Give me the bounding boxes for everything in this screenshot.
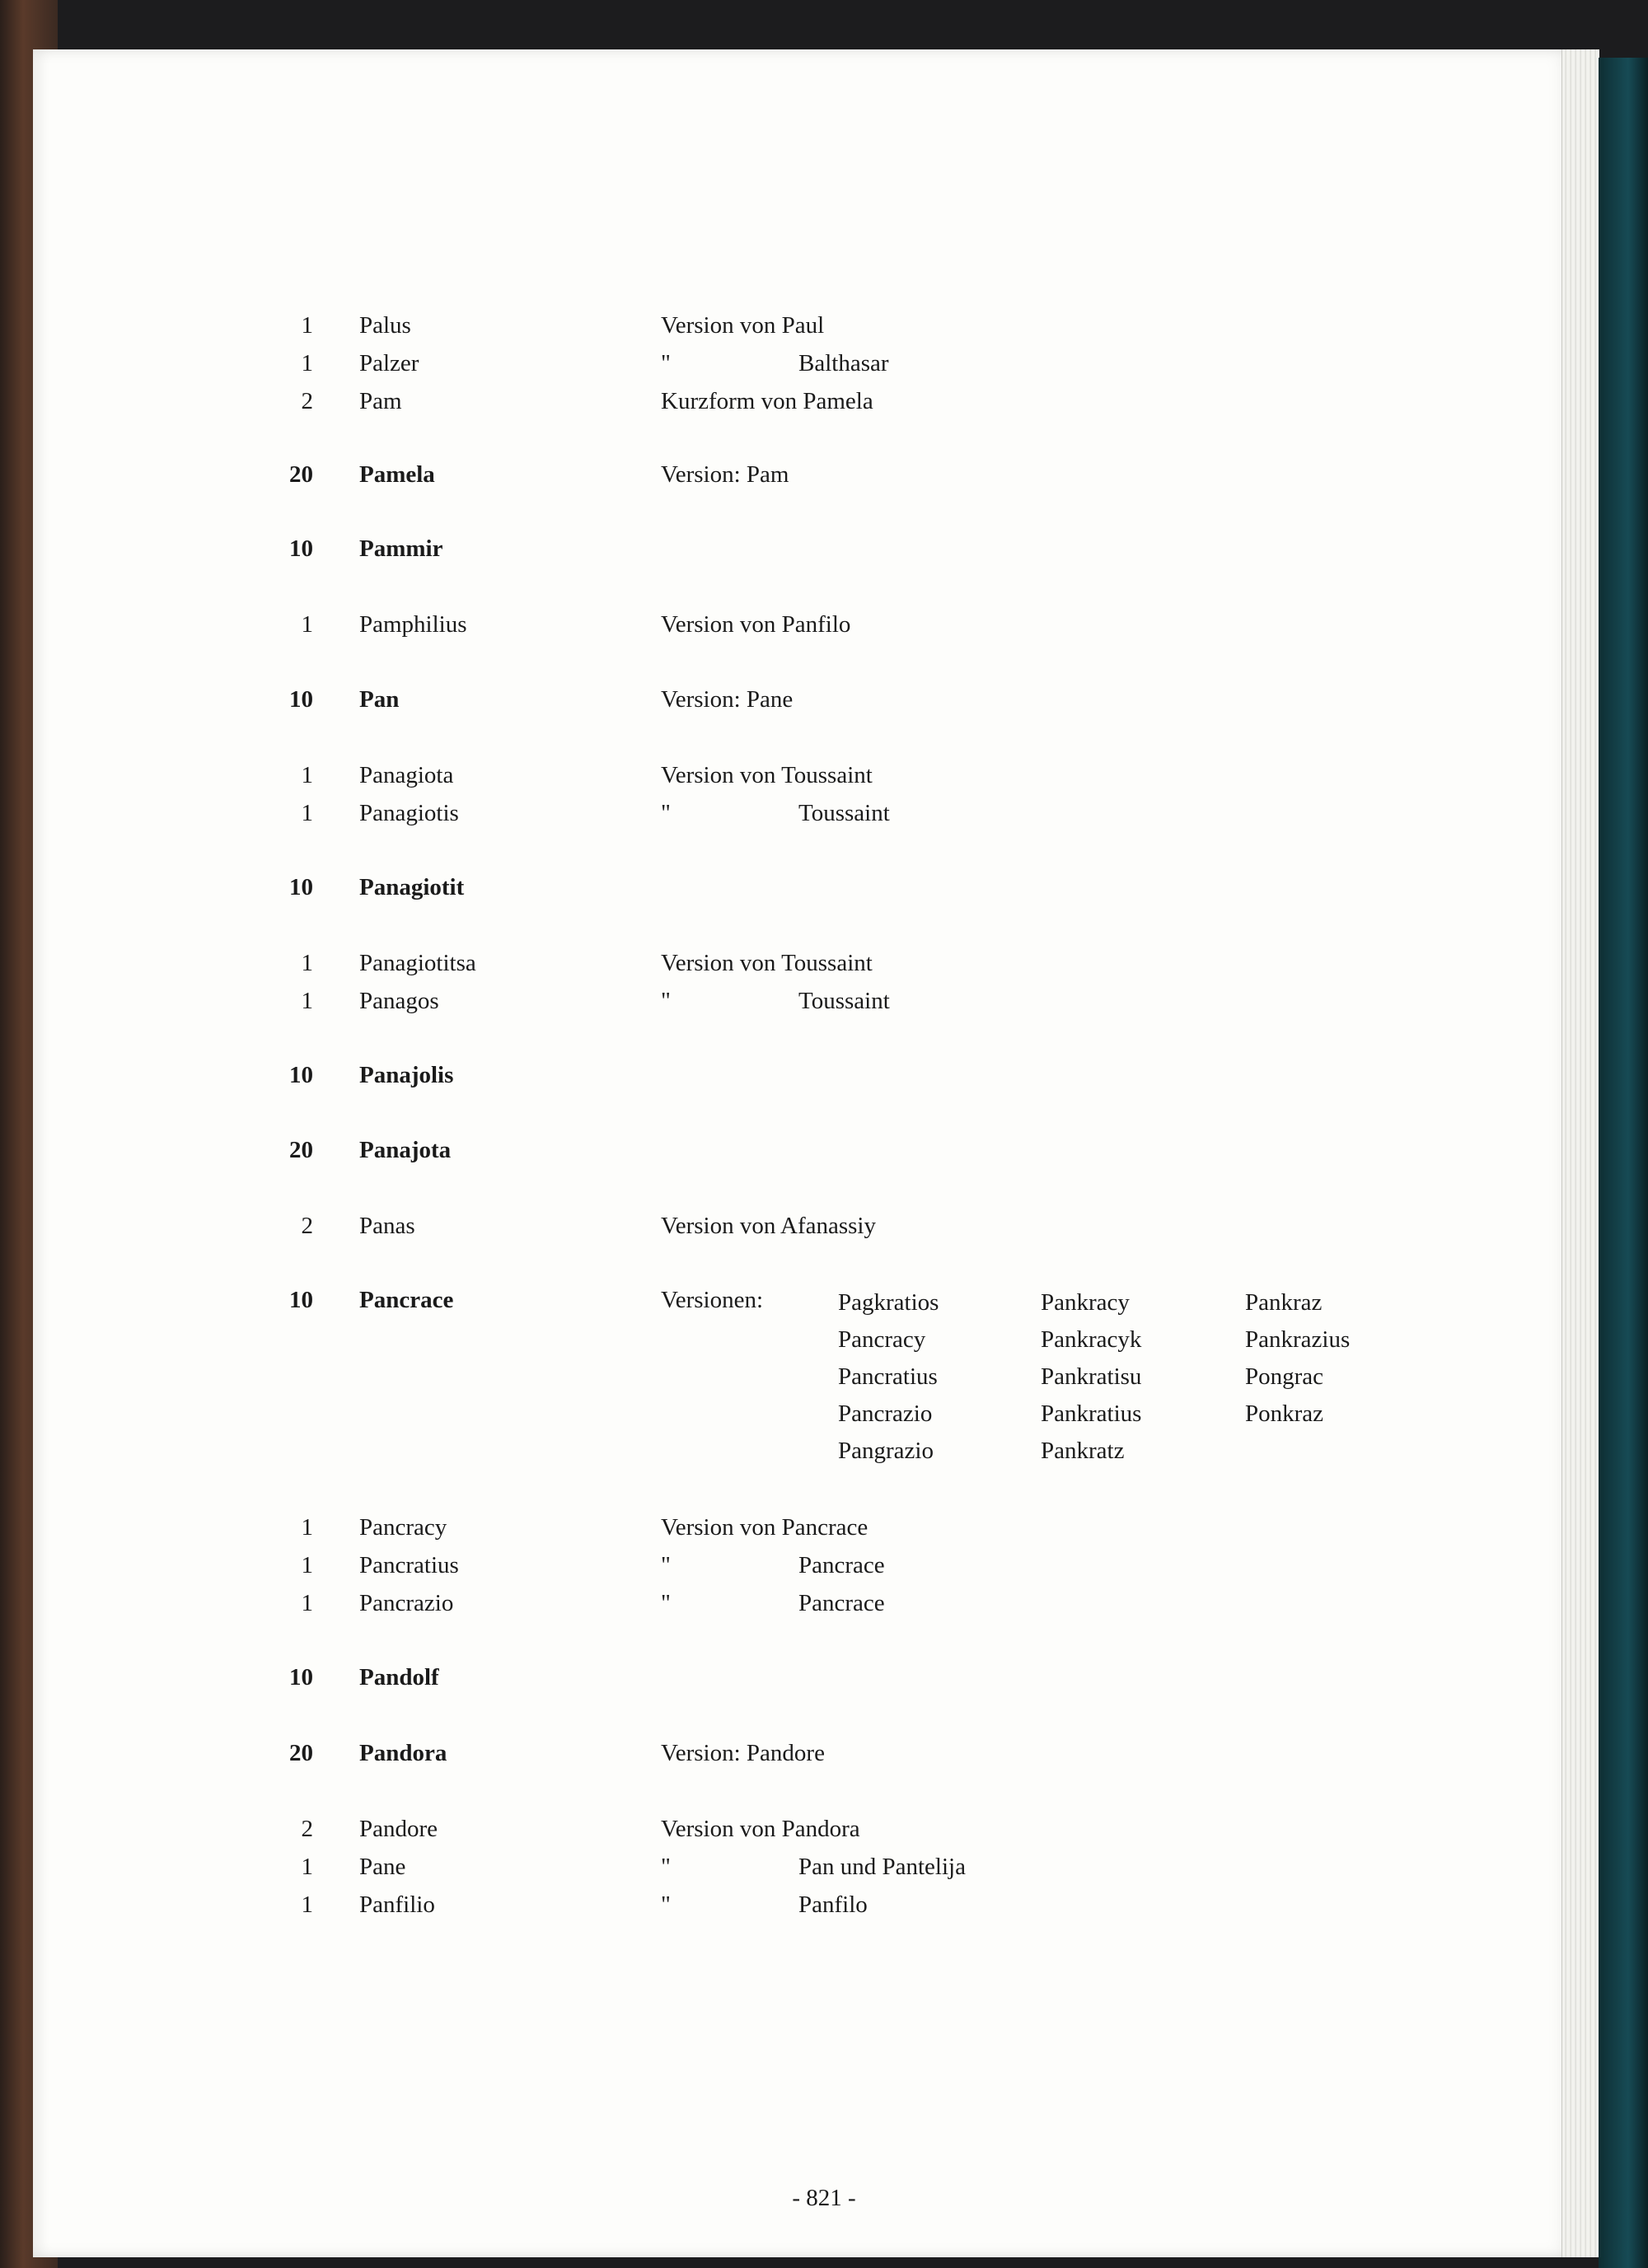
entry-row: [0, 1131, 1566, 1169]
entry-reference: Toussaint: [798, 988, 890, 1014]
entry-name: Panajolis: [359, 1062, 454, 1088]
entry-reference: Pancrace: [798, 1552, 885, 1578]
entry-count: 1: [301, 950, 313, 976]
entry-reference: Panfilo: [798, 1892, 868, 1918]
entry-name: Panagos: [359, 988, 439, 1014]
entry-name: Panfilio: [359, 1892, 435, 1918]
entry-description: ": [661, 1892, 671, 1918]
entry-description: ": [661, 988, 671, 1014]
entry-row: [0, 1056, 1566, 1094]
entry-description: Version: Pam: [661, 461, 789, 488]
entry-row: [0, 382, 1566, 420]
entry-row: [0, 680, 1566, 718]
entry-name: Panagiotis: [359, 800, 459, 826]
version-name: Pongrac: [1245, 1363, 1324, 1390]
entry-count: 1: [301, 611, 313, 638]
entry-count: 1: [301, 1590, 313, 1616]
entry-row: [0, 1848, 1566, 1886]
entry-description: Version von Pancrace: [661, 1514, 868, 1541]
entry-count: 10: [289, 1287, 313, 1313]
entry-name: Palus: [359, 312, 411, 339]
entry-row: [0, 944, 1566, 982]
entry-description: Version von Afanassiy: [661, 1213, 876, 1239]
entry-reference: Pan und Pantelija: [798, 1854, 966, 1880]
entry-name: Panajota: [359, 1137, 452, 1163]
entry-row: [0, 344, 1566, 382]
entry-name: Pandolf: [359, 1664, 439, 1690]
entry-count: 20: [289, 461, 313, 488]
entry-row: [0, 606, 1566, 643]
entry-count: 1: [301, 1514, 313, 1541]
version-name: Pankrazius: [1245, 1326, 1351, 1353]
version-name: Pankratisu: [1041, 1363, 1142, 1390]
entry-description: Kurzform von Pamela: [661, 388, 873, 414]
entry-name: Pancrazio: [359, 1590, 454, 1616]
version-name: Pankraz: [1245, 1289, 1323, 1316]
entry-row: [0, 1546, 1566, 1584]
entry-row: [0, 456, 1566, 493]
version-name: Pagkratios: [838, 1289, 939, 1316]
entry-name: Pancracy: [359, 1514, 447, 1541]
entry-reference: Pancrace: [798, 1590, 885, 1616]
entry-count: 1: [301, 350, 313, 376]
version-name: Pangrazio: [838, 1438, 934, 1464]
entry-description: Version von Panfilo: [661, 611, 851, 638]
entry-count: 1: [301, 988, 313, 1014]
pancrace-versions-column-3: [1245, 1284, 1350, 1433]
version-name: Pancracy: [838, 1326, 926, 1353]
entry-count: 10: [289, 686, 313, 713]
entry-reference: Toussaint: [798, 800, 890, 826]
entry-row: [0, 1810, 1566, 1848]
entry-count: 10: [289, 1664, 313, 1690]
entry-name: Pamphilius: [359, 611, 467, 638]
entry-row: [0, 530, 1566, 568]
entry-name: Pancratius: [359, 1552, 459, 1578]
entry-count: 1: [301, 762, 313, 788]
entry-row: [0, 1658, 1566, 1696]
entry-row: [0, 982, 1566, 1020]
entry-description: Version von Toussaint: [661, 950, 873, 976]
entry-row: [0, 1886, 1566, 1924]
entry-name: Pammir: [359, 535, 443, 562]
version-name: Ponkraz: [1245, 1401, 1324, 1427]
entry-row: [0, 1207, 1566, 1245]
entry-description: ": [661, 1590, 671, 1616]
entry-count: 1: [301, 312, 313, 339]
entry-name: Pandora: [359, 1740, 447, 1766]
entry-row: [0, 1584, 1566, 1622]
entry-row: [0, 794, 1566, 832]
entry-name: Panas: [359, 1213, 415, 1239]
entry-description: Versionen:: [661, 1287, 764, 1313]
entry-count: 1: [301, 1854, 313, 1880]
entry-count: 20: [289, 1740, 313, 1766]
entry-count: 10: [289, 874, 313, 900]
entry-row: [0, 306, 1566, 344]
entry-count: 2: [301, 1213, 313, 1239]
entry-count: 20: [289, 1137, 313, 1163]
pancrace-versions-column-1: [838, 1284, 939, 1470]
entry-count: 2: [301, 1816, 313, 1842]
entry-name: Pancrace: [359, 1287, 454, 1313]
entry-name: Pamela: [359, 461, 435, 488]
entry-row: [0, 756, 1566, 794]
version-name: Pankratius: [1041, 1401, 1142, 1427]
version-name: Pankracy: [1041, 1289, 1130, 1316]
version-name: Pankratz: [1041, 1438, 1125, 1464]
entry-description: Version von Toussaint: [661, 762, 873, 788]
version-name: Pancrazio: [838, 1401, 933, 1427]
entry-description: Version: Pane: [661, 686, 794, 713]
entry-reference: Balthasar: [798, 350, 889, 376]
entry-count: 10: [289, 1062, 313, 1088]
entry-description: ": [661, 800, 671, 826]
entry-name: Pan: [359, 686, 400, 713]
entry-name: Pam: [359, 388, 402, 414]
entry-count: 2: [301, 388, 313, 414]
entry-name: Panagiotit: [359, 874, 465, 900]
entry-name: Panagiota: [359, 762, 454, 788]
entry-count: 10: [289, 535, 313, 562]
version-name: Pankracyk: [1041, 1326, 1142, 1353]
entry-count: 1: [301, 1552, 313, 1578]
pancrace-versions-column-2: [1041, 1284, 1141, 1470]
entry-name: Palzer: [359, 350, 419, 376]
entry-name: Pane: [359, 1854, 406, 1880]
entry-description: Version: Pandore: [661, 1740, 825, 1766]
version-name: Pancratius: [838, 1363, 938, 1390]
entry-count: 1: [301, 800, 313, 826]
entry-name: Pandore: [359, 1816, 438, 1842]
entry-description: Version von Paul: [661, 312, 825, 339]
entry-description: ": [661, 350, 671, 376]
entry-name: Panagiotitsa: [359, 950, 476, 976]
entry-description: ": [661, 1552, 671, 1578]
entry-description: Version von Pandora: [661, 1816, 860, 1842]
page-number: - 821 -: [792, 2185, 856, 2211]
entry-count: 1: [301, 1892, 313, 1918]
entry-description: ": [661, 1854, 671, 1880]
entry-row: [0, 1508, 1566, 1546]
entry-row: [0, 1734, 1566, 1772]
entry-row: [0, 868, 1566, 906]
